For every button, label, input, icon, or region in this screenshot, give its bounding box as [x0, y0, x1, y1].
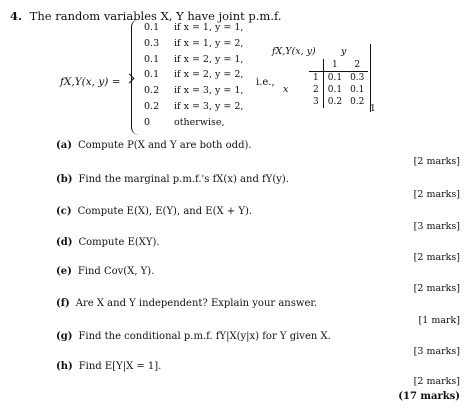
table-row — [309, 72, 368, 85]
pmf-case-condition: otherwise, — [174, 116, 225, 128]
pmf-case-row — [144, 67, 243, 83]
table-x-label: x — [283, 84, 289, 95]
total-marks: (17 marks) — [398, 391, 460, 402]
stray-mark: 1 — [370, 104, 376, 114]
table-corner-cell — [309, 59, 323, 72]
pmf-lhs: fX,Y(x, y) = — [60, 76, 121, 88]
pmf-case-condition: if x = 3, y = 1, — [174, 85, 244, 97]
part-label: (f) — [56, 298, 70, 309]
part-text: Find the conditional p.m.f. fY|X(y|x) for Y given X. — [78, 331, 331, 342]
table-row-header: 3 — [309, 96, 323, 108]
part-text: Are X and Y independent? Explain your answer. — [75, 298, 318, 309]
pmf-case-row — [144, 99, 243, 115]
table-cell: 0.1 — [327, 73, 343, 83]
part-label: (h) — [56, 361, 73, 372]
part-label: (g) — [56, 331, 73, 342]
pmf-cases — [144, 20, 243, 131]
part-d-marks: [2 marks] — [413, 252, 460, 263]
pmf-case-value: 0 — [144, 116, 151, 128]
table-function-label: fX,Y(x, y) — [272, 46, 316, 57]
part-h-marks: [2 marks] — [413, 376, 460, 387]
table-row-header: 2 — [309, 84, 323, 96]
part-f — [56, 298, 317, 309]
part-a-marks: [2 marks] — [413, 156, 460, 167]
part-label: (a) — [56, 140, 72, 151]
pmf-case-value: 0.1 — [144, 53, 160, 65]
part-f-marks: [1 mark] — [418, 315, 460, 326]
part-text: Compute E(X), E(Y), and E(X + Y). — [77, 206, 253, 217]
table-row-header: 1 — [309, 72, 323, 85]
pmf-case-row — [144, 83, 243, 99]
pmf-case-value: 0.2 — [144, 85, 160, 97]
table-col-header: 2 — [346, 59, 368, 72]
ie-label: i.e., — [256, 77, 275, 88]
part-b — [56, 174, 289, 185]
part-text: Find the marginal p.m.f.'s fX(x) and fY(y). — [78, 174, 289, 185]
part-text: Find Cov(X, Y). — [77, 266, 155, 277]
part-e-marks: [2 marks] — [413, 283, 460, 294]
pmf-case-value: 0.3 — [144, 37, 160, 49]
table-cell: 0.2 — [327, 97, 343, 107]
part-text: Find E[Y|X = 1]. — [78, 361, 162, 372]
part-g-marks: [3 marks] — [413, 346, 460, 357]
table-row — [309, 84, 368, 96]
part-e — [56, 266, 154, 277]
pmf-case-row — [144, 115, 243, 131]
part-b-marks: [2 marks] — [413, 189, 460, 200]
question-text: The random variables X, Y have joint p.m.f. — [29, 9, 282, 23]
part-label: (b) — [56, 174, 73, 185]
pmf-case-value: 0.2 — [144, 100, 160, 112]
pmf-case-condition: if x = 1, y = 1, — [174, 22, 244, 33]
part-text: Compute P(X and Y are both odd). — [77, 140, 252, 151]
table-row — [309, 96, 368, 108]
pmf-case-condition: if x = 1, y = 2, — [174, 37, 244, 49]
part-d — [56, 237, 160, 248]
pmf-case-row — [144, 52, 243, 68]
pmf-case-condition: if x = 2, y = 1, — [174, 53, 244, 65]
part-c-marks: [3 marks] — [413, 221, 460, 232]
table-cell: 0.3 — [350, 73, 365, 83]
table-cell: 0.1 — [350, 85, 365, 95]
pmf-case-condition: if x = 2, y = 2, — [174, 69, 244, 81]
pmf-case-value: 0.1 — [144, 22, 160, 33]
part-c — [56, 206, 252, 217]
pmf-case-value: 0.1 — [144, 69, 160, 81]
part-g — [56, 331, 331, 342]
table-col-header: 1 — [323, 59, 346, 72]
part-label: (c) — [56, 206, 72, 217]
part-h — [56, 361, 161, 372]
question-number: 4. — [10, 9, 23, 23]
pmf-case-condition: if x = 3, y = 2, — [174, 100, 244, 112]
table-y-label: y — [341, 46, 347, 57]
table-cell: 0.2 — [350, 97, 365, 107]
pmf-case-row — [144, 36, 243, 52]
part-a — [56, 140, 252, 151]
part-label: (d) — [56, 237, 73, 248]
pmf-table — [309, 59, 368, 108]
table-cell: 0.1 — [327, 85, 343, 95]
part-label: (e) — [56, 266, 72, 277]
pmf-case-row — [144, 20, 243, 36]
part-text: Compute E(XY). — [78, 237, 160, 248]
table-divider-line — [370, 44, 371, 112]
table-header-row — [309, 59, 368, 72]
